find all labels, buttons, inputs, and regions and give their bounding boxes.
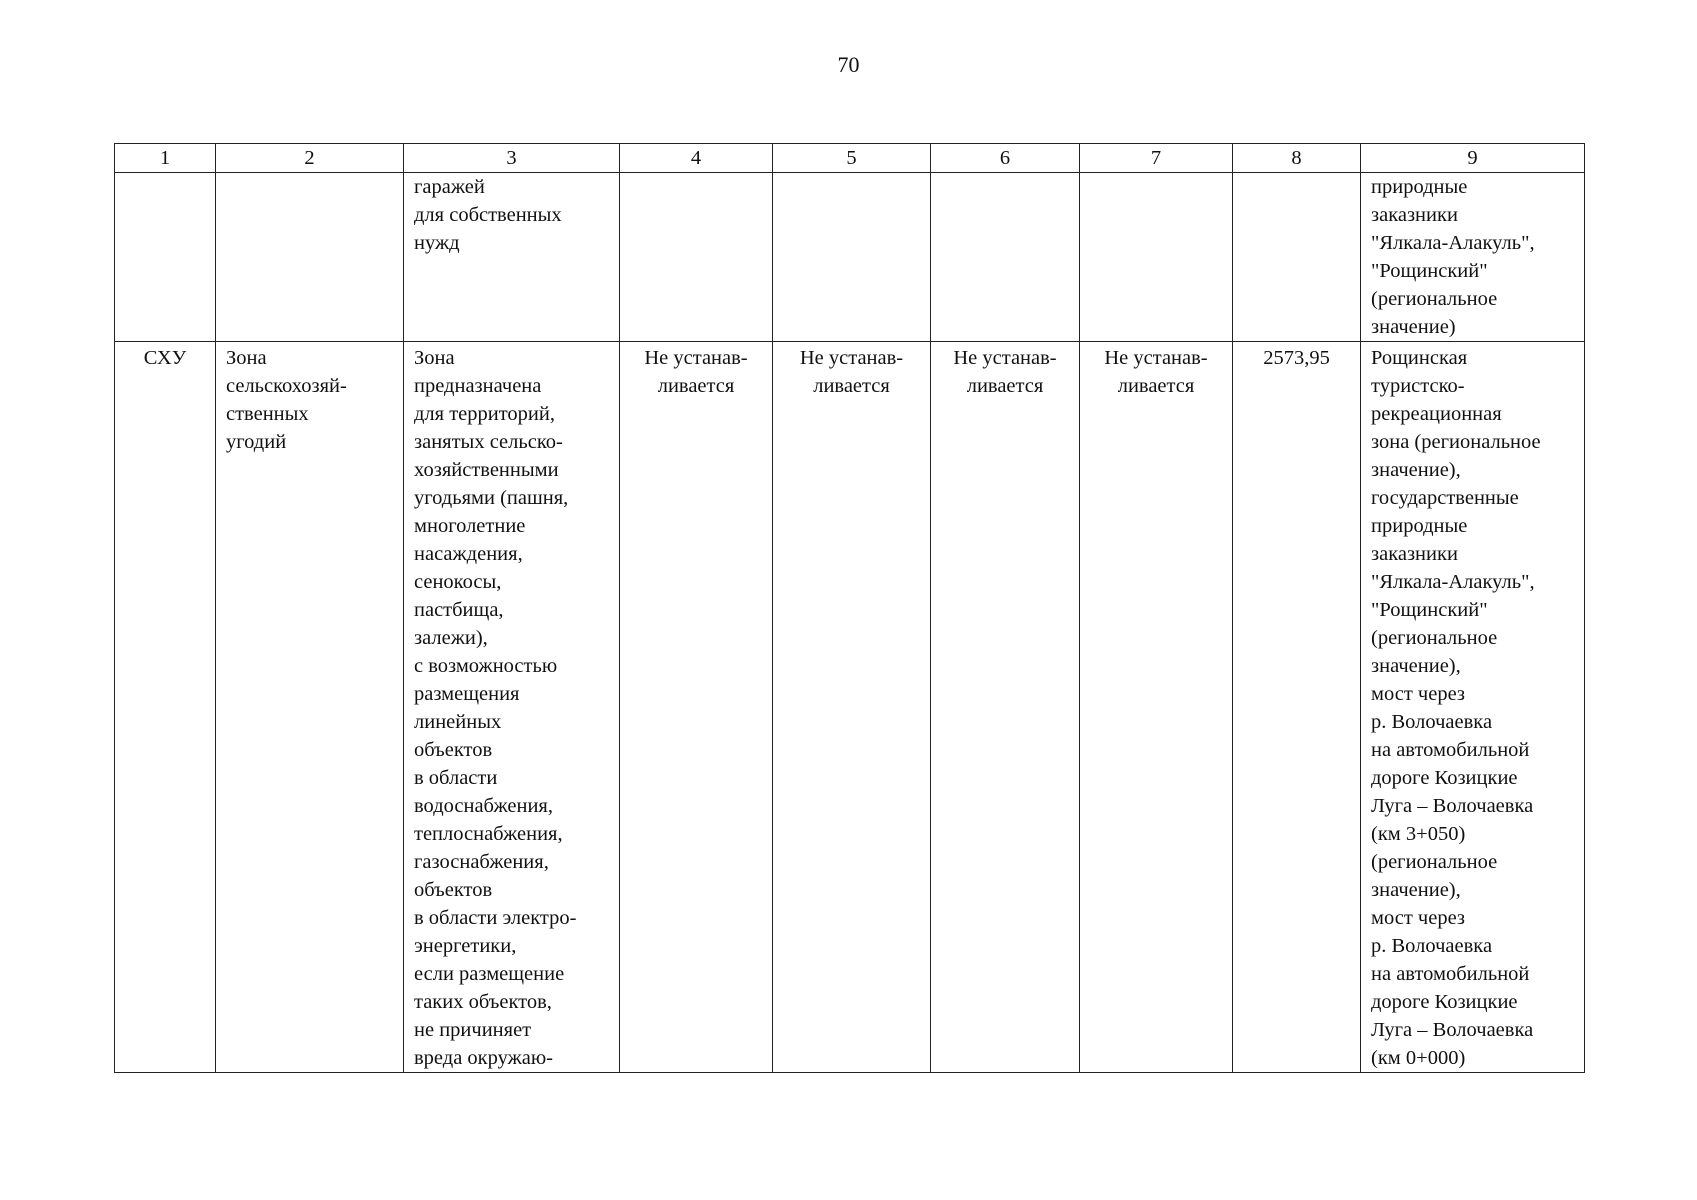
- column-number-header: 4: [620, 144, 773, 173]
- column-number-header: 9: [1361, 144, 1585, 173]
- zone-name-cell: [216, 173, 404, 342]
- column-number-header: 6: [931, 144, 1080, 173]
- column-number-header: 2: [216, 144, 404, 173]
- area-cell: [1233, 173, 1361, 342]
- column-number-header: 1: [115, 144, 216, 173]
- column-number-header: 7: [1080, 144, 1233, 173]
- zone-code-cell: СХУ: [115, 342, 216, 1073]
- zone-description-cell: Зона предназначена для территорий, занятых сельско- хозяйственными угодьями (пашня, многолетние насаждения, сенокосы, пастбища, залежи), с возможностью размещения линейных объектов в области водоснабжения, теплоснабжения, газоснабжения, объектов в области электро- энергетики, если размещение таких объектов, не причиняет вреда окружаю-: [404, 342, 620, 1073]
- zone-name-cell: Зона сельскохозяй- ственных угодий: [216, 342, 404, 1073]
- column-number-header: 8: [1233, 144, 1361, 173]
- param-cell: [620, 173, 773, 342]
- param-cell: Не устанав- ливается: [620, 342, 773, 1073]
- param-cell: Не устанав- ливается: [931, 342, 1080, 1073]
- zone-description-cell: гаражей для собственных нужд: [404, 173, 620, 342]
- param-cell: Не устанав- ливается: [1080, 342, 1233, 1073]
- param-cell: [931, 173, 1080, 342]
- zone-code-cell: [115, 173, 216, 342]
- objects-cell: Рощинская туристско- рекреационная зона (региональное значение), государственные природные заказники "Ялкала-Алакуль", "Рощинский" (региональное значение), мост через р. Волочаевка на автомобильной дороге Козицкие Луга – Волочаевка (км 3+050) (региональное значение), мост через р. Волочаевка на автомобильной дороге Козицкие Луга – Волочаевка (км 0+000): [1361, 342, 1585, 1073]
- column-number-header: 3: [404, 144, 620, 173]
- column-number-header: 5: [773, 144, 931, 173]
- objects-cell: природные заказники "Ялкала-Алакуль", "Рощинский" (региональное значение): [1361, 173, 1585, 342]
- param-cell: [1080, 173, 1233, 342]
- table-row-schu: [115, 342, 1585, 1073]
- param-cell: Не устанав- ливается: [773, 342, 931, 1073]
- table-row-continuation: [115, 173, 1585, 342]
- zoning-table: [114, 143, 1585, 1073]
- param-cell: [773, 173, 931, 342]
- area-cell: 2573,95: [1233, 342, 1361, 1073]
- column-number-row: [115, 144, 1585, 173]
- page-number: 70: [837, 52, 860, 77]
